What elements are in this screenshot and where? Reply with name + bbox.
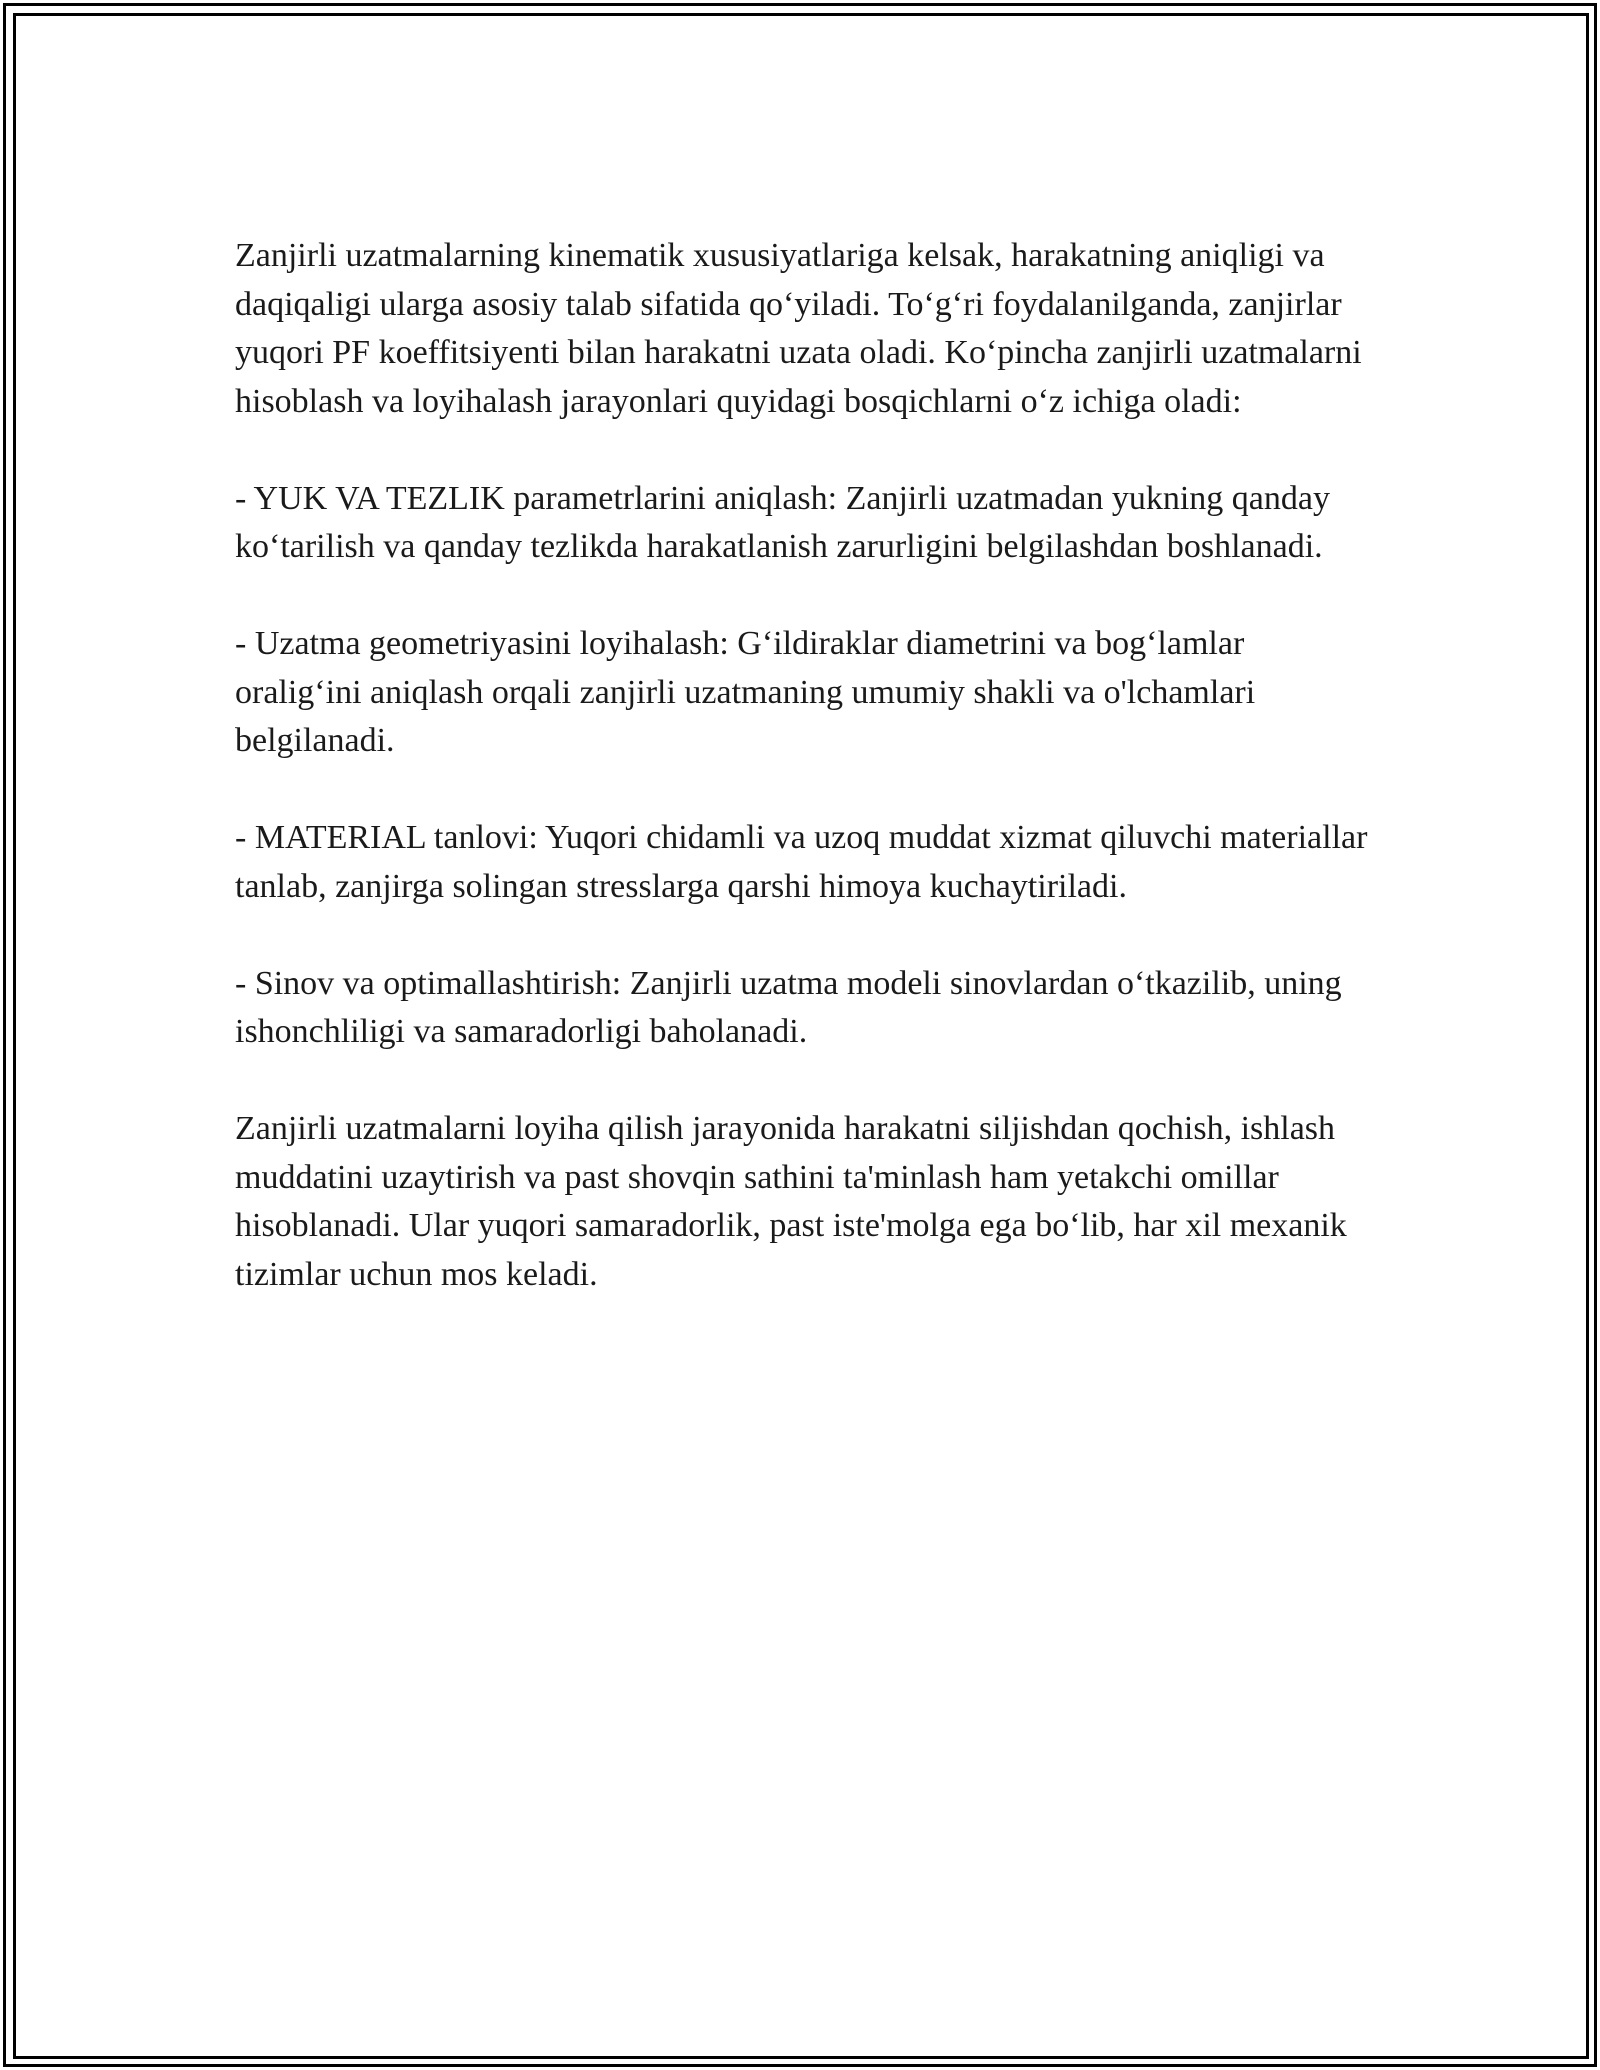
intro-paragraph: Zanjirli uzatmalarning kinematik xususiyatlariga kelsak, harakatning aniqligi va daqiqaligi ularga asosiy talab sifatida qo‘yiladi. To‘g‘ri foydalanilganda, zanjirlar yuqori PF koeffitsiyenti bilan harakatni uzata oladi. Ko‘pincha zanjirli uzatmalarni hisoblash va loyihalash jarayonlari quyidagi bosqichlarni o‘z ichiga oladi: (235, 237, 1362, 420)
step-material-paragraph: - MATERIAL tanlovi: Yuqori chidamli va uzoq muddat xizmat qiluvchi materiallar tanlab, zanjirga solingan stresslarga qarshi himoya kuchaytiriladi. (235, 819, 1368, 905)
step-testing-paragraph: - Sinov va optimallashtirish: Zanjirli uzatma modeli sinovlardan o‘tkazilib, uning ishonchliligi va samaradorligi baholanadi. (235, 964, 1342, 1050)
document-body (235, 232, 1375, 1348)
conclusion-paragraph: Zanjirli uzatmalarni loyiha qilish jarayonida harakatni siljishdan qochish, ishlash muddatini uzaytirish va past shovqin sathini ta'minlash ham yetakchi omillar hisoblanadi. Ular yuqori samaradorlik, past iste'molga ega bo‘lib, har xil mexanik tizimlar uchun mos keladi. (235, 1110, 1347, 1293)
step-load-speed-paragraph: - YUK VA TEZLIK parametrlarini aniqlash: Zanjirli uzatmadan yukning qanday ko‘tarilish va qanday tezlikda harakatlanish zarurligini belgilashdan boshlanadi. (235, 479, 1330, 565)
step-geometry-paragraph: - Uzatma geometriyasini loyihalash: G‘ildiraklar diametrini va bog‘lamlar oralig‘ini aniqlash orqali zanjirli uzatmaning umumiy shakli va o'lchamlari belgilanadi. (235, 625, 1256, 759)
